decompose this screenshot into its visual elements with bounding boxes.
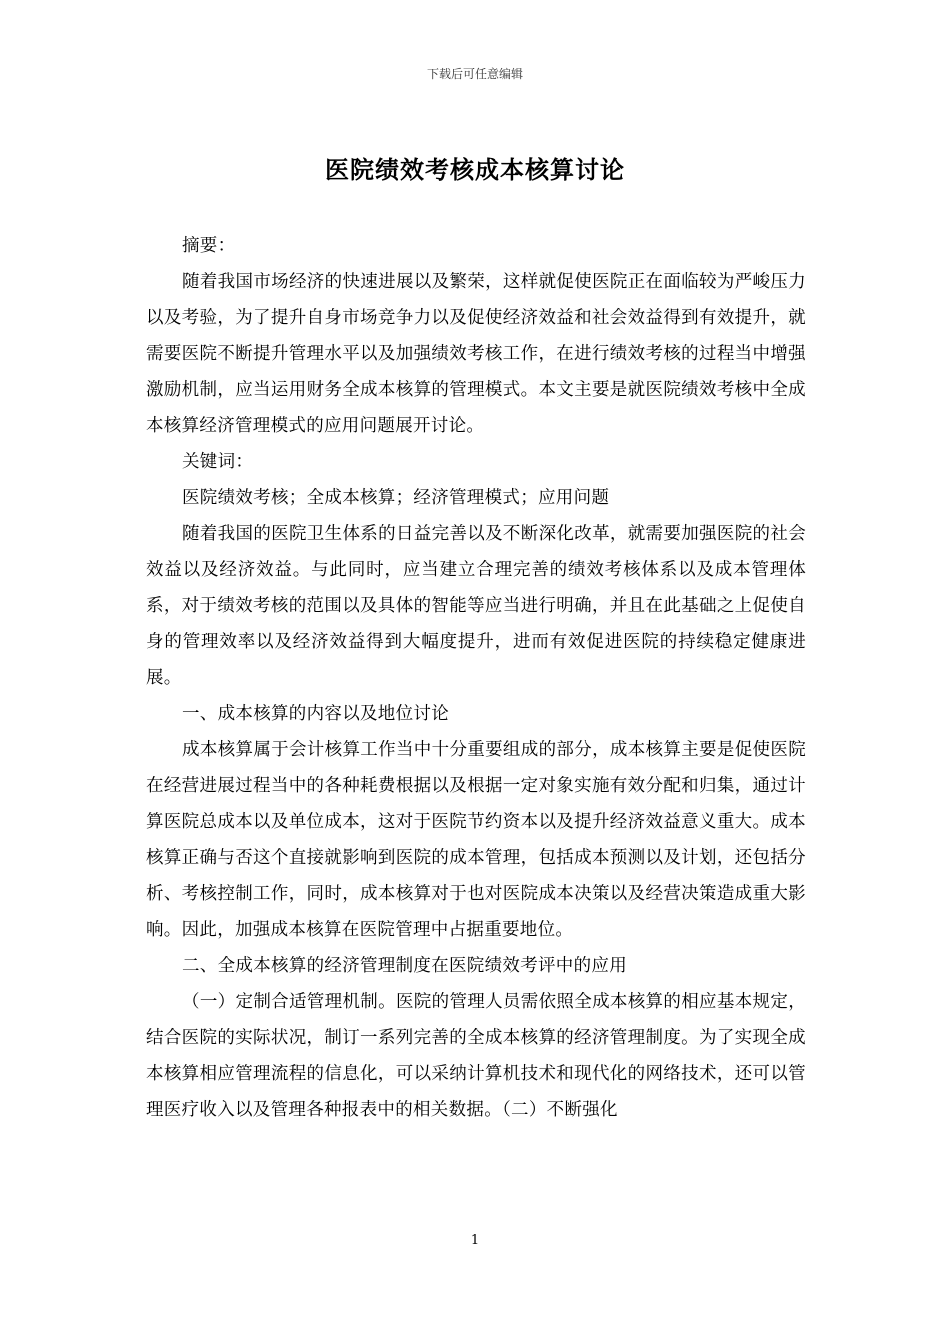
- abstract-heading: 摘要：: [182, 236, 236, 256]
- intro-paragraph: 随着我国的医院卫生体系的日益完善以及不断深化改革，就需要加强医院的社会效益以及经济效益。与此同时，应当建立合理完善的绩效考核体系以及成本管理体系，对于绩效考核的范围以及具体的智能等应当进行明确，并且在此基础之上促使自身的管理效率以及经济效益得到大幅度提升，进而有效促进医院的持续稳定健康进展。: [146, 524, 806, 688]
- keywords-paragraph: 医院绩效考核；全成本核算；经济管理模式；应用问题: [182, 488, 610, 508]
- section-heading-2: 二、全成本核算的经济管理制度在医院绩效考评中的应用: [182, 956, 627, 976]
- page-number: 1: [470, 1233, 480, 1248]
- header-note: 下载后可任意编辑: [426, 67, 523, 81]
- section-2-paragraph: （一）定制合适管理机制。医院的管理人员需依照全成本核算的相应基本规定，结合医院的实际状况，制订一系列完善的全成本核算的经济管理制度。为了实现全成本核算相应管理流程的信息化，可以采纳计算机技术和现代化的网络技术，还可以管理医疗收入以及管理各种报表中的相关数据。（二）不断强化: [146, 992, 806, 1120]
- section-1-paragraph: 成本核算属于会计核算工作当中十分重要组成的部分，成本核算主要是促使医院在经营进展过程当中的各种耗费根据以及根据一定对象实施有效分配和归集，通过计算医院总成本以及单位成本，这对于医院节约资本以及提升经济效益意义重大。成本核算正确与否这个直接就影响到医院的成本管理，包括成本预测以及计划，还包括分析、考核控制工作，同时，成本核算对于也对医院成本决策以及经营决策造成重大影响。因此，加强成本核算在医院管理中占据重要地位。: [146, 740, 806, 940]
- keywords-heading: 关键词：: [182, 452, 254, 472]
- section-heading-1: 一、成本核算的内容以及地位讨论: [182, 704, 449, 724]
- document-title: 医院绩效考核成本核算讨论: [325, 155, 625, 184]
- document-body: [146, 228, 806, 1128]
- abstract-paragraph: 随着我国市场经济的快速进展以及繁荣，这样就促使医院正在面临较为严峻压力以及考验，为了提升自身市场竞争力以及促使经济效益和社会效益得到有效提升，就需要医院不断提升管理水平以及加强绩效考核工作，在进行绩效考核的过程当中增强激励机制，应当运用财务全成本核算的管理模式。本文主要是就医院绩效考核中全成本核算经济管理模式的应用问题展开讨论。: [146, 272, 806, 436]
